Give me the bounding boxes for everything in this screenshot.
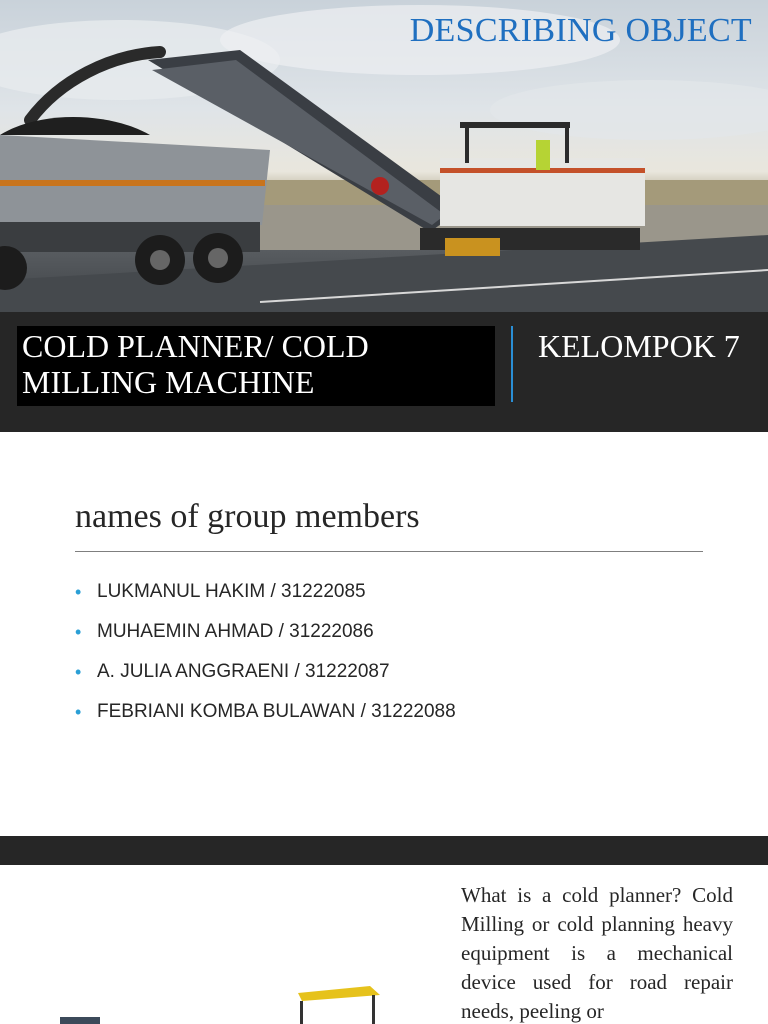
members-heading: names of group members (75, 498, 420, 535)
bullet-icon: • (75, 581, 82, 602)
vertical-divider (511, 326, 513, 402)
cold-planner-photo (0, 865, 440, 1024)
member-name: MUHAEMIN AHMAD / 31222086 (97, 621, 374, 642)
slide-cover (0, 0, 768, 432)
slide-title: DESCRIBING OBJECT (409, 12, 752, 49)
cold-planner-description: What is a cold planner? Cold Milling or cold planning heavy equipment is a mechanical device used for road repair needs, peeling or (461, 883, 733, 1023)
machine-name: COLD PLANNER/ COLD MILLING MACHINE (22, 328, 369, 400)
slide-group-members (0, 432, 768, 836)
list-item (75, 652, 456, 692)
slide-header-band (0, 836, 768, 865)
list-item (75, 572, 456, 612)
member-name: A. JULIA ANGGRAENI / 31222087 (97, 661, 390, 682)
bullet-icon: • (75, 621, 82, 642)
members-list (75, 572, 456, 732)
member-name: LUKMANUL HAKIM / 31222085 (97, 581, 366, 602)
list-item (75, 612, 456, 652)
bullet-icon: • (75, 701, 82, 722)
member-name: FEBRIANI KOMBA BULAWAN / 31222088 (97, 701, 456, 722)
slide-what-is-cold-planner (0, 865, 768, 1024)
group-name: KELOMPOK 7 (538, 328, 740, 364)
heading-underline (75, 551, 703, 552)
list-item (75, 692, 456, 732)
bullet-icon: • (75, 661, 82, 682)
